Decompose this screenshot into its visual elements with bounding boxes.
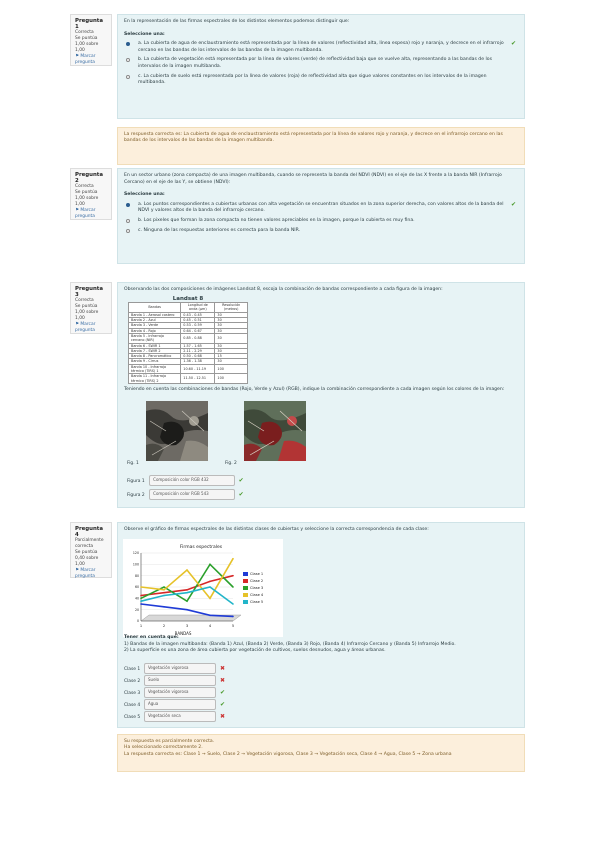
flag-question-link[interactable]: ⚑ Marcar pregunta bbox=[75, 208, 96, 219]
data-point bbox=[209, 586, 211, 588]
y-tick-label: 0 bbox=[136, 619, 139, 624]
data-point bbox=[163, 592, 165, 594]
table-cell: 0.85 - 0.88 bbox=[181, 333, 215, 343]
question-number: Pregunta 3 bbox=[75, 286, 104, 298]
data-point bbox=[186, 600, 188, 602]
legend-swatch bbox=[243, 572, 248, 576]
question-text: En la representación de las firmas espectrales de los distintos elementos podemos distinguir que: bbox=[124, 19, 350, 24]
table-cell: Banda 10 - Infrarrojo térmico (TIRS) 1 bbox=[129, 364, 181, 374]
table-cell: 30 bbox=[215, 323, 248, 328]
table-header: Resolución (metros) bbox=[215, 303, 248, 313]
radio-icon[interactable] bbox=[126, 75, 130, 79]
class-label: Clase 5 bbox=[124, 714, 141, 720]
data-point bbox=[186, 569, 188, 571]
option-c[interactable]: c. La cubierta de suelo está representada por la línea de valores (roja) de reflectividad alta que sigue valores constantes en los intervalos de la imagen multibanda. bbox=[124, 74, 518, 87]
option-b[interactable]: b. Los pixeles que forman la zona compacta no tienen valores apreciables en la imagen, porque la cubierta es muy fina. bbox=[124, 218, 518, 225]
data-point bbox=[209, 615, 211, 617]
radio-icon[interactable] bbox=[126, 203, 130, 207]
data-point bbox=[186, 592, 188, 594]
table-cell: 30 bbox=[215, 348, 248, 353]
figure-2-label: Fig. 2 bbox=[225, 461, 237, 466]
radio-icon[interactable] bbox=[126, 219, 130, 223]
cross-icon: ✖ bbox=[220, 712, 226, 720]
table-cell: Banda 8 - Pancromático bbox=[129, 354, 181, 359]
question-number: Pregunta 2 bbox=[75, 172, 104, 184]
question-content bbox=[117, 14, 525, 119]
x-tick-label: 4 bbox=[208, 624, 212, 628]
feedback-line: La respuesta correcta es: Clase 1 → Suelo, Clase 2 → Vegetación vigorosa, Clase 3 → Vegetación seca, Clase 4 → Agua, Clase 5 → Zona urbana bbox=[124, 751, 452, 757]
question-status: Correcta bbox=[75, 30, 94, 35]
table-cell: Banda 1 - Aerosol costero bbox=[129, 312, 181, 317]
check-icon: ✔ bbox=[510, 40, 516, 48]
y-tick-label: 60 bbox=[134, 585, 139, 590]
legend-swatch bbox=[243, 593, 248, 597]
y-tick-label: 100 bbox=[132, 562, 139, 567]
legend-label: Clase 4 bbox=[250, 593, 264, 597]
figure-2-image bbox=[244, 401, 306, 461]
data-point bbox=[232, 603, 234, 605]
table-cell: Banda 6 - SWIR 1 bbox=[129, 343, 181, 348]
data-point bbox=[163, 586, 165, 588]
table-cell: 0.50 - 0.68 bbox=[181, 354, 215, 359]
table-cell: 10.60 - 11.19 bbox=[181, 364, 215, 374]
x-tick-label: 3 bbox=[185, 624, 189, 628]
hint-2: 2) La superficie es una zona de área cubierta por vegetación de cultivos, suelos desnudos, agua y áreas urbanas. bbox=[124, 648, 386, 654]
legend-label: Clase 5 bbox=[250, 600, 264, 604]
table-cell: 0.64 - 0.67 bbox=[181, 328, 215, 333]
spectral-chart bbox=[123, 539, 283, 637]
table-cell: 0.53 - 0.59 bbox=[181, 323, 215, 328]
table-cell: 15 bbox=[215, 354, 248, 359]
table-cell: 30 bbox=[215, 312, 248, 317]
table-cell: Banda 3 - Verde bbox=[129, 323, 181, 328]
class-row bbox=[124, 675, 225, 684]
data-point bbox=[163, 595, 165, 597]
question-info bbox=[70, 168, 112, 220]
class-label: Clase 1 bbox=[124, 666, 141, 672]
table-cell: 0.45 - 0.51 bbox=[181, 318, 215, 323]
check-icon: ✔ bbox=[238, 490, 244, 498]
answer-label: Figura 2 bbox=[127, 492, 145, 498]
class-select[interactable]: Vegetación vigorosa bbox=[144, 687, 216, 698]
x-axis-label: BANDAS bbox=[174, 631, 192, 636]
x-tick-label: 1 bbox=[139, 624, 143, 628]
data-point bbox=[140, 603, 142, 605]
table-cell: Banda 9 - Cirrus bbox=[129, 359, 181, 364]
data-point bbox=[140, 600, 142, 602]
hints bbox=[124, 635, 519, 655]
table-cell: Banda 7 - SWIR 2 bbox=[129, 348, 181, 353]
check-icon: ✔ bbox=[220, 688, 226, 696]
table-header: Bandas bbox=[129, 303, 181, 313]
legend-label: Clase 1 bbox=[250, 572, 264, 576]
legend-label: Clase 2 bbox=[250, 579, 264, 583]
legend-swatch bbox=[243, 579, 248, 583]
y-tick-label: 120 bbox=[132, 551, 139, 556]
hint-title: Tener en cuenta que: bbox=[124, 635, 179, 640]
answer-row-1 bbox=[127, 475, 244, 486]
question-text: En un sector urbano (zona compacta) de una imagen multibanda, cuando se representa la banda del NDVI (NDVI) en el eje de las X frente a la banda NIR (Infrarrojo Cercano) en el eje de las Y, se obtiene (NDVI): bbox=[124, 173, 502, 185]
table-cell: Banda 5 - Infrarrojo cercano (NIR) bbox=[129, 333, 181, 343]
class-select[interactable]: Agua bbox=[144, 699, 216, 710]
class-answer-rows bbox=[124, 663, 225, 723]
question-info bbox=[70, 282, 112, 334]
y-tick-label: 20 bbox=[134, 607, 139, 612]
feedback-text: La respuesta correcta es: La cubierta de agua de enclaustramiento está representada por la línea de valores rojo y naranja, y decrece en el infrarrojo cercano en las bandas de los intervalos de las bandas de la imagen multibanda. bbox=[124, 132, 503, 144]
question-number: Pregunta 1 bbox=[75, 18, 104, 30]
table-cell: Banda 11 - Infrarrojo térmico (TIRS) 2 bbox=[129, 374, 181, 384]
table-cell: 30 bbox=[215, 328, 248, 333]
data-point bbox=[232, 558, 234, 560]
table-row bbox=[129, 333, 248, 343]
figure-2-select[interactable]: Composición color RGB 543 bbox=[149, 489, 235, 500]
feedback-box bbox=[117, 734, 525, 772]
answer-row-2 bbox=[127, 489, 244, 500]
table-cell: 1.57 - 1.65 bbox=[181, 343, 215, 348]
option-b[interactable]: b. La cubierta de vegetación está representada por la línea de valores (verde) de reflectividad baja que se vuelve alta, representando a las bandas de los intervalos de la imagen multibanda. bbox=[124, 57, 518, 70]
check-icon: ✔ bbox=[238, 476, 244, 484]
flag-question-link[interactable]: ⚑ Marcar pregunta bbox=[75, 322, 96, 333]
class-label: Clase 4 bbox=[124, 702, 141, 708]
radio-icon[interactable] bbox=[126, 229, 130, 233]
table-cell: 30 bbox=[215, 359, 248, 364]
class-label: Clase 2 bbox=[124, 678, 141, 684]
flag-question-link[interactable]: ⚑ Marcar pregunta bbox=[75, 568, 96, 579]
data-point bbox=[186, 609, 188, 611]
select-label: Seleccione una: bbox=[124, 31, 165, 37]
data-point bbox=[140, 598, 142, 600]
radio-icon[interactable] bbox=[126, 58, 130, 62]
landsat-table-wrap bbox=[128, 296, 248, 384]
cross-icon: ✖ bbox=[220, 676, 226, 684]
table-cell: Banda 4 - Rojo bbox=[129, 328, 181, 333]
data-point bbox=[232, 586, 234, 588]
question-content bbox=[117, 282, 525, 508]
question-status: Correcta bbox=[75, 184, 94, 189]
table-title: Landsat 8 bbox=[172, 295, 204, 302]
option-a[interactable]: a. Los puntos correspondientes a cubiertas urbanas con alta vegetación se encuentran situados en la zona superior derecha, con valores altos de la banda del NDVI y valores altos de la banda del infrarrojo cercano. ✔ bbox=[124, 202, 518, 215]
flag-question-link[interactable]: ⚑ Marcar pregunta bbox=[75, 54, 96, 65]
radio-icon[interactable] bbox=[126, 42, 130, 46]
y-tick-label: 40 bbox=[134, 596, 139, 601]
question-content bbox=[117, 522, 525, 728]
answer-label: Figura 1 bbox=[127, 478, 145, 484]
question-status: Parcialmente correcta bbox=[75, 538, 104, 549]
question-info bbox=[70, 522, 112, 578]
class-row bbox=[124, 699, 225, 708]
data-point bbox=[140, 586, 142, 588]
select-label: Seleccione una: bbox=[124, 192, 165, 198]
question-text: Observando las dos composiciones de imágenes Landsat 8, escoja la combinación de bandas correspondiente a cada figura de la imagen: bbox=[124, 287, 443, 292]
table-cell: 30 bbox=[215, 343, 248, 348]
check-icon: ✔ bbox=[220, 700, 226, 708]
data-point bbox=[209, 581, 211, 583]
question-score: Se puntúa 1,00 sobre 1,00 bbox=[75, 304, 99, 321]
question-content bbox=[117, 168, 525, 264]
question-number: Pregunta 4 bbox=[75, 526, 104, 538]
table-cell: 30 bbox=[215, 333, 248, 343]
table-cell: 0.43 - 0.45 bbox=[181, 312, 215, 317]
question-score: Se puntúa 0,40 sobre 1,00 bbox=[75, 550, 99, 567]
question-status: Correcta bbox=[75, 298, 94, 303]
class-row bbox=[124, 663, 225, 672]
class-select[interactable]: Vegetación vigorosa bbox=[144, 663, 216, 674]
x-tick-label: 2 bbox=[162, 624, 166, 628]
legend-label: Clase 3 bbox=[250, 586, 264, 590]
figure-1-label: Fig. 1 bbox=[127, 461, 139, 466]
class-row bbox=[124, 711, 225, 720]
data-point bbox=[140, 595, 142, 597]
figure-1-image bbox=[146, 401, 208, 461]
hint-1: 1) Bandas de la imagen multibanda: (Banda 1) Azul, (Banda 2) Verde, (Banda 3) Rojo, (Banda 4) Infrarrojo Cercano y (Banda 5) Infrarrojo Medio. bbox=[124, 641, 456, 647]
question-text: Observe el gráfico de firmas espectrales de las distintas clases de cubiertas y seleccione la correcta correspondencia de cada clase: bbox=[124, 527, 429, 532]
table-cell: 2.11 - 2.29 bbox=[181, 348, 215, 353]
figure-1-select[interactable]: Composición color RGB 432 bbox=[149, 475, 235, 486]
question-score: Se puntúa 1,00 sobre 1,00 bbox=[75, 190, 99, 207]
question-info bbox=[70, 14, 112, 66]
class-select[interactable]: Suelo bbox=[144, 675, 216, 686]
feedback-line: Ha seleccionado correctamente 2. bbox=[124, 745, 203, 751]
data-point bbox=[209, 564, 211, 566]
landsat-table bbox=[128, 302, 248, 384]
check-icon: ✔ bbox=[510, 200, 516, 208]
feedback-box bbox=[117, 127, 525, 165]
cross-icon: ✖ bbox=[220, 664, 226, 672]
table-cell: 100 bbox=[215, 374, 248, 384]
question-text-2: Teniendo en cuenta las combinaciones de bandas (Rojo, Verde y Azul) (RGB), indique la combinación correspondiente a cada imagen según los colores de la imagen: bbox=[124, 386, 505, 392]
data-point bbox=[163, 606, 165, 608]
question-score: Se puntúa 1,00 sobre 1,00 bbox=[75, 36, 99, 53]
data-point bbox=[163, 589, 165, 591]
data-point bbox=[186, 589, 188, 591]
option-a[interactable]: a. La cubierta de agua de enclaustramiento está representada por la línea de valores (reflectividad alta, línea espesa) rojo y naranja, y decrece en el infrarrojo cercano en las bandas de los intervalos de las bandas de la imagen multibanda. ✔ bbox=[124, 41, 518, 54]
table-cell: 1.36 - 1.38 bbox=[181, 359, 215, 364]
class-label: Clase 3 bbox=[124, 690, 141, 696]
table-row bbox=[129, 364, 248, 374]
data-point bbox=[209, 598, 211, 600]
chart-title: Firmas espectrales bbox=[179, 545, 223, 550]
class-select[interactable]: Vegetación seca bbox=[144, 711, 216, 722]
data-point bbox=[232, 575, 234, 577]
legend-swatch bbox=[243, 600, 248, 604]
option-c[interactable]: c. Ninguna de las respuestas anteriores es correcta para la banda NIR. bbox=[124, 228, 518, 235]
feedback-title: Su respuesta es parcialmente correcta. bbox=[124, 739, 215, 744]
table-cell: 30 bbox=[215, 318, 248, 323]
legend-swatch bbox=[243, 586, 248, 590]
y-tick-label: 80 bbox=[134, 573, 139, 578]
class-row bbox=[124, 687, 225, 696]
table-cell: Banda 2 - Azul bbox=[129, 318, 181, 323]
x-tick-label: 5 bbox=[231, 624, 235, 628]
table-cell: 11.50 - 12.51 bbox=[181, 374, 215, 384]
table-row bbox=[129, 374, 248, 384]
table-header: Longitud de onda (µm) bbox=[181, 303, 215, 313]
data-point bbox=[232, 616, 234, 618]
table-cell: 100 bbox=[215, 364, 248, 374]
